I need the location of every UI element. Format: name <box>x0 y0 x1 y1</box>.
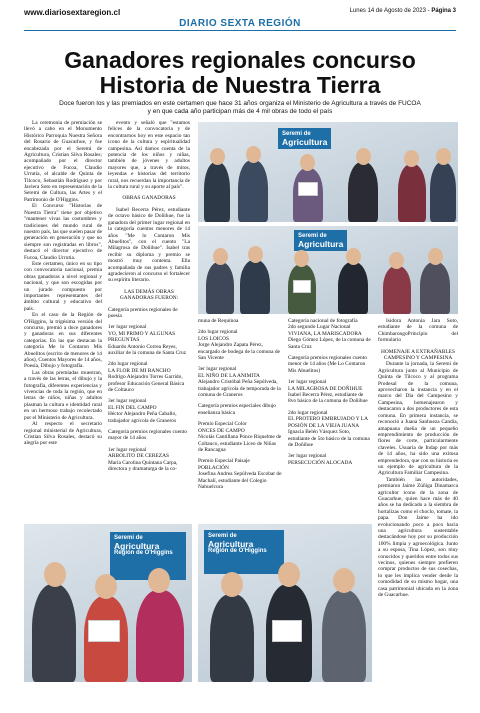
column-3 <box>198 318 282 490</box>
issue-date <box>350 8 456 14</box>
col1-paragraph: Las obras premiadas muestran, a través de las letras, el dibujo y la fotografía, diferentes experiencias y vivencias de toda la región, que en letras de niños, niñas y adultos plasman la cultura e identidad rural en un hermoso trabajo recolectado por el Ministerio de Agricultura. <box>24 369 102 421</box>
col1-paragraph: Al respecto el secretario regional ministerial de Agricultura, Cristian Silva Rosales, destacó su alegría por este <box>24 421 102 447</box>
col5-paragraph: HOMENAJE A EXTRAÑABLES CAMPESINO Y CAMPESINA <box>381 348 455 362</box>
subhead-line1: Doce fueron los y las premiados en este certamen que hace 31 años organiza el Ministerio de Agricultura a través de FUCOA <box>59 100 421 107</box>
seremi-banner-4 <box>204 530 284 574</box>
headline <box>24 48 456 98</box>
col5-paragraph: Isidora Antonia Jara Soto, estudiante de la comuna de ChimbarongoPrincipio del formulario <box>378 318 458 344</box>
col2-paragraph: ARBOLITO DE CEREZAS <box>108 453 169 460</box>
col2-paragraph: María Carolina Quintana Carpa, directora y dramaturga de la co- <box>108 459 178 473</box>
date-text: Lunes 14 de Agosto de 2023 - <box>349 8 432 14</box>
col2-paragraph: evento y señaló que "estamos felices de la convocatoria y de encontrarnos hoy en este espacio tan icono de la cultura y espiritualidad campesina. Así damos cuenta de la potencia de los niños y niñas, también de jóvenes y adultos mayores que, a través de mitos, leyendas e historias del territorio rural, nos recuerdan la importancia de la cultura rural y su aporte al país". <box>108 120 190 191</box>
col2-paragraph: YO, MI PRIMO Y ALGUNAS PREGUNTAS <box>108 330 176 344</box>
col3-paragraph: POBLACIÓN <box>198 464 229 471</box>
seremi-banner-2 <box>294 230 347 251</box>
banner2-line1: Seremi de <box>298 233 327 239</box>
col4-paragraph: 2do lugar regional <box>288 409 328 416</box>
col1-paragraph: En el caso de la Región de O'Higgins, la trigésima versión del concurso, premió a doce ganadores y ganadoras en sus diferentes categorías. En las que destacan la categoría Me lo Contaron Mis Abuelitos (escrito de menores de 14 años), Cuentos Mayores de 14 años, Poesía, Dibujo y fotografía. <box>24 312 103 370</box>
col2-paragraph: 3er lugar regional <box>108 398 147 405</box>
col2-paragraph: Rodrigo Alejandro Torres Garrido, profesor Educación General Básica de Coltauco <box>108 374 185 394</box>
banner4-line2: Agricultura <box>208 539 254 549</box>
col3-paragraph: Premio Especial Color <box>198 421 247 428</box>
col1-paragraph: Este certamen, único en su tipo con convocatoria nacional, premia obras ganadoras a nivel regional y nacional, y que son escogidas por un jurado compuesto por importantes representantes del ámbito cultural y educativo del país. <box>24 260 102 312</box>
col2-paragraph: Héctor Alejandro Peña Caballo, trabajador agrícola de Graneros <box>108 411 177 424</box>
banner2-line2: Agricultura <box>298 239 344 249</box>
banner4-line1: Seremi de <box>208 533 237 539</box>
page-header <box>24 8 456 40</box>
photo-winners-group-2 <box>198 226 458 314</box>
col5-paragraph: También las autoridades, premiaron Jaime Zúñiga Dinamarca agricultor icono de la zona de Guacarhue, quien hace más de 40 años se ha dedicado a la siembra de hortalizas como el choclo, tomate, la papa. Don Jaime ha ido evolucionando poco a poco hacia una agricultura sustentable destacándose hoy por su producción 100% limpia y agroecológica. Junto a su esposa, Tina López, son muy conocidos y queridos entre todos sus vecinos, quienes siempre prefieren comprar productos de sus cosechas, lo que les implica vender desde la comodidad de su mismo hogar, una casa patrimonial ubicada en la zona de Guacarhue. <box>378 476 458 599</box>
col4-paragraph: VIVIANA, LA MARISCADORA <box>288 330 362 337</box>
col4-paragraph: Ignacia Belén Vásquez Soto, estudiante de 5to básico de la comuna de Doñihue <box>288 429 370 448</box>
col3-paragraph: LOS LOICOS <box>198 335 229 342</box>
header-rule <box>24 30 456 31</box>
col4-paragraph: EL PROTERO EMBRUJADO Y LA POSIÓN DE LA VIEJA JUANA <box>288 416 368 429</box>
col2-paragraph: OBRAS GANADORAS <box>122 195 176 202</box>
col4-paragraph: 3er lugar regional <box>288 453 327 460</box>
col2-paragraph: Eduardo Antonio Correa Reyes, auxiliar de la comuna de Santa Cruz <box>108 343 187 356</box>
banner4-line3: Región de O'Higgins <box>208 548 267 554</box>
site-url[interactable]: www.diariosextaregion.cl <box>24 8 121 17</box>
col3-paragraph: Josefina Andrea Sepúlveda Escobar de Machalí, estudiante del Colegio Nahuelcura <box>198 471 282 490</box>
col2-paragraph: EL FIN DEL CAMPO <box>108 404 157 411</box>
col4-paragraph: 1er lugar regional <box>288 379 327 386</box>
photo-award-ceremony <box>198 524 372 682</box>
col3-paragraph: ONCES DE CAMPO <box>198 427 245 434</box>
column-1 <box>24 120 102 447</box>
photo-award-girl <box>24 524 192 682</box>
photo-winners-group-1 <box>198 122 458 222</box>
col2-paragraph: LA FLOR DE MI RANCHO <box>108 367 171 374</box>
seremi-banner-3 <box>110 532 186 580</box>
col4-paragraph: Isabel Becerra Pérez, estudiante de 8vo básico de la comuna de Doñihue <box>288 392 368 405</box>
banner-line2: Agricultura <box>282 137 328 147</box>
column-2 <box>108 120 190 473</box>
col2-paragraph: 1er lugar regional <box>108 324 147 331</box>
col3-paragraph: 3er lugar regional <box>198 366 237 373</box>
banner3-line2: Agricultura <box>114 541 160 551</box>
col4-paragraph: PERSECUCIÓN ALOCADA <box>288 459 353 466</box>
banner-line1: Seremi de <box>282 131 311 137</box>
col3-paragraph: Premio Especial Paisaje <box>198 458 250 465</box>
col3-paragraph: 2do lugar regional <box>198 329 238 336</box>
col4-paragraph: Diego Gómez López, de la comuna de Santa Cruz <box>288 337 371 350</box>
col4-paragraph: Categoría nacional de fotografía <box>288 318 358 324</box>
col1-paragraph: La ceremonia de premiación se llevó a cabo en el Monumento Histórico Parroquia Nuestra Señora del Rosario de Guacarhue, y fue encabezada por el Seremi de Agricultura, Cristian Silva Rosales; acompañado por el director ejecutivo de Fucoa, Claudio Urrutia, el alcalde de Quinta de Tilcoco, Sebastián Rodríguez y por Javiera Soto en representación de la Seremi de Cultura, las Artes y el Patrimonio de O'Higgins. <box>24 120 102 203</box>
col3-paragraph: Jorge Alejandro Zapata Pérez, encargado de bodega de la comuna de San Vicente <box>198 342 280 362</box>
seremi-banner <box>278 128 331 149</box>
col3-paragraph: EL NIÑO DE LA ANIMITA <box>198 372 260 379</box>
col3-paragraph: Categoría premios especiales dibujo enseñanza básica <box>198 403 276 416</box>
page-number: Página 3 <box>431 8 456 14</box>
col3-paragraph: Alejandro Cristóbal Peña Sepúlveda, trabajador agrícola de temporada de la comuna de Graneros <box>198 379 281 399</box>
column-4 <box>288 318 372 466</box>
subheadline <box>24 100 456 116</box>
headline-line2: Historia de Nuestra Tierra <box>99 72 381 98</box>
col4-paragraph: LA MILAGROSA DE DOÑIHUE <box>288 385 363 392</box>
col3-paragraph: Nicolás Cantillana Ponce Riquelme de Coltauco, estudiante Liceo de Niñas de Rancagua <box>198 434 282 453</box>
col5-paragraph: Durante la jornada, la Seremi de Agricultura junto al Municipio de Quinta de Tilcoco y al programa Prodesal de la comuna, aprovecharon la instancia y en el marco del Día del Campesino y Campesina, homenajearon y destacaron a dos productores de esta comuna. En primera instancia, se reconoció a Juana Sanhueza Candia, amapuana dueña de un pequeño emprendimiento de producción de flores de corte, particularmente claveles. Usuaria de Indap por más de 14 años, ha sido una exitosa emprendedora, que con su historia es un ejemplo de agricultura de la Agricultura Familiar Campesina. <box>378 361 458 477</box>
col3-paragraph: muna de Requínoa <box>198 318 239 324</box>
column-5 <box>378 318 458 598</box>
col2-paragraph: LAS DEMÁS OBRAS GANADORAS FUERON: <box>119 288 179 302</box>
headline-line1: Ganadores regionales concurso <box>64 47 416 73</box>
col2-paragraph: 2do lugar regional <box>108 361 148 368</box>
banner3-line3: Región de O'Higgins <box>114 550 173 556</box>
subhead-line2: y en que cada año participan más de 4 mil obras de todo el país <box>147 108 333 115</box>
masthead: DIARIO SEXTA REGIÓN <box>179 18 301 29</box>
col2-paragraph: Categoría premios regionales cuento mayor de 14 años <box>108 429 187 442</box>
col2-paragraph: 1er lugar regional <box>108 446 147 453</box>
col4-paragraph: Categoría premios regionales cuento menor de 14 años (Me Lo Contaron Mis Abuelitos) <box>288 355 367 374</box>
banner3-line1: Seremi de <box>114 535 143 541</box>
col2-paragraph: Isabel Becerra Pérez, estudiante de octavo básico de Doñihue, fue la ganadora del primer lugar regional en la categoría cuentos menores de 14 años "Me lo Contaron Mis Abuelitos", con el cuento "La Milagrosa de Doñihue". Isabel tras recibir su diploma y premio se mostró muy contenta. Ella acompañada de sus padres y familia agradecieron al concurso el fortalecer su espíritu literario. <box>108 206 190 284</box>
col2-paragraph: Categoría premios regionales de poesía <box>108 306 178 319</box>
col1-paragraph: El Concurso "Historias de Nuestra Tierra" tiene por objetivo "mantener vivas las costumbres y tradiciones del mundo rural de nuestro país, las que suelen pasar de generación en generación y que no siempre son registradas en libros", destacó el director ejecutivo de Fucoa, Claudio Urrutia. <box>24 203 102 261</box>
col4-paragraph: 2do segundo Lugar Nacional <box>288 324 351 331</box>
